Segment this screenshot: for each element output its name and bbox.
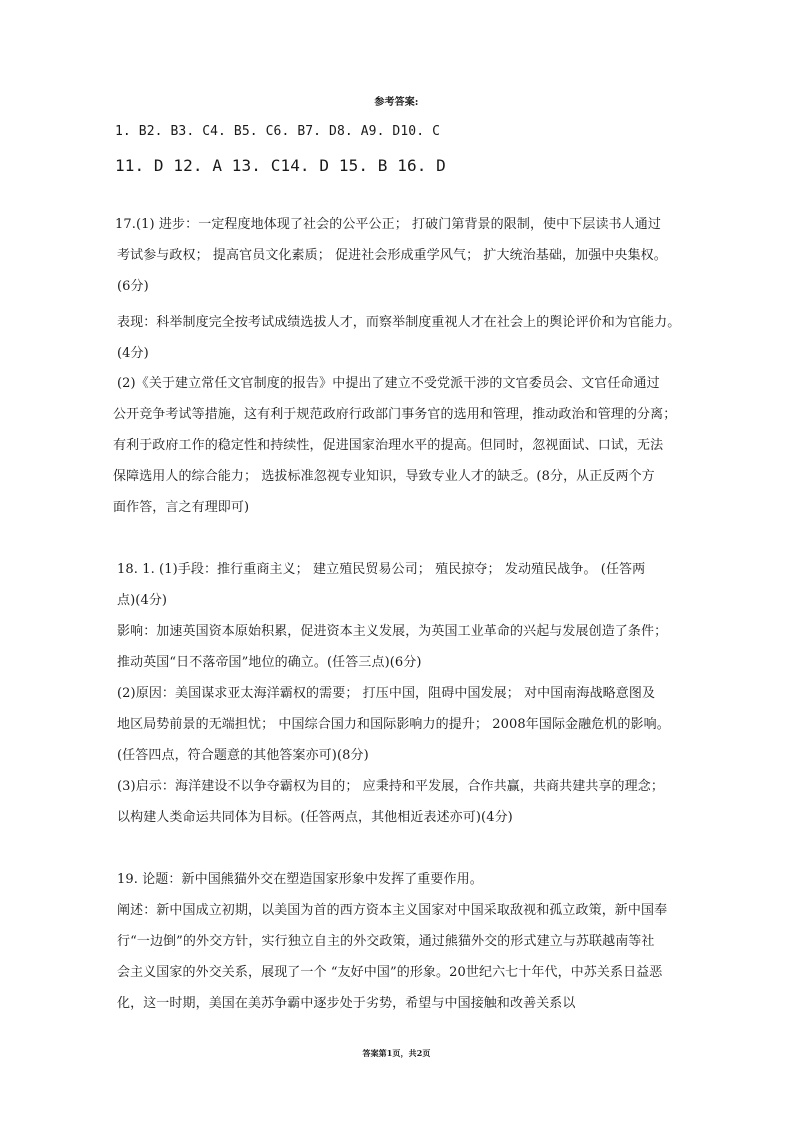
q17-line-8: 有利于政府工作的稳定性和持续性，促进国家治理水平的提高。但同时，忽视面试、口试，无法: [113, 438, 664, 453]
page-footer: 答案第1页，共2页: [362, 1048, 431, 1058]
q18-line-9: 以构建人类命运共同体为目标。(任答两点，其他相近表述亦可)(4分): [117, 810, 513, 825]
q19-line-4: 会主义国家的外交关系，展现了一个 “友好中国”的形象。20世纪六七十年代，中苏关系日益恶: [117, 965, 663, 980]
mc-answers-row-2: 11. D 12. A 13. C14. D 15. B 16. D: [115, 156, 446, 175]
q17-line-10: 面作答，言之有理即可): [113, 500, 250, 515]
page-title: 参考答案:: [374, 97, 419, 108]
q18-line-8: (3)启示：海洋建设不以争夺霸权为目的； 应秉持和平发展，合作共赢，共商共建共享的理念；: [117, 779, 664, 794]
q18-line-4: 推动英国“日不落帝国”地位的确立。(任答三点)(6分): [117, 655, 422, 670]
q17-line-2: 考试参与政权； 提高官员文化素质； 促进社会形成重学风气； 扩大统治基础，加强中央集权。: [117, 248, 667, 263]
q19-line-2: 阐述：新中国成立初期，以美国为首的西方资本主义国家对中国采取敌视和孤立政策，新中国奉: [117, 903, 668, 918]
mc-answers-row-1: 1. B2. B3. C4. B5. C6. B7. D8. A9. D10. C: [115, 124, 440, 139]
q18-line-1: 18. 1. (1)手段：推行重商主义； 建立殖民贸易公司； 殖民掠夺； 发动殖民战争。 (任答两: [117, 562, 646, 577]
q17-line-9: 保障选用人的综合能力； 选拔标准忽视专业知识，导致专业人才的缺乏。(8分，从正反两个方: [113, 469, 655, 484]
q18-line-7: (任答四点，符合题意的其他答案亦可)(8分): [117, 748, 369, 763]
q17-line-3: (6分): [117, 279, 149, 294]
q19-line-3: 行“一边倒”的外交方针，实行独立自主的外交政策，通过熊猫外交的形式建立与苏联越南等社: [117, 934, 655, 949]
q18-line-2: 点)(4分): [117, 593, 168, 608]
q19-line-1: 19. 论题：新中国熊猫外交在塑造国家形象中发挥了重要作用。: [117, 872, 483, 887]
q18-line-6: 地区局势前景的无端担忧； 中国综合国力和国际影响力的提升； 2008年国际金融危机的影响。: [117, 717, 670, 732]
q19-line-5: 化，这一时期，美国在美苏争霸中逐步处于劣势，希望与中国接触和改善关系以: [117, 996, 576, 1011]
q18-line-3: 影响：加速英国资本原始积累，促进资本主义发展，为英国工业革命的兴起与发展创造了条件；: [117, 624, 668, 639]
q17-line-6: (2)《关于建立常任文官制度的报告》中提出了建立不受党派干涉的文官委员会、文官任命通过: [117, 376, 660, 391]
q17-line-4: 表现：科举制度完全按考试成绩选拔人才，而察举制度重视人才在社会上的舆论评价和为官能力。: [117, 315, 681, 330]
q18-line-5: (2)原因：美国谋求亚太海洋霸权的需要； 打压中国，阻碍中国发展； 对中国南海战略意图及: [117, 686, 656, 701]
q17-line-5: (4分): [117, 346, 149, 361]
q17-line-7: 公开竞争考试等措施，这有利于规范政府行政部门事务官的选用和管理，推动政治和管理的分离；: [113, 407, 677, 422]
q17-line-1: 17.(1) 进步：一定程度地体现了社会的公平公正； 打破门第背景的限制，使中下层读书人通过: [115, 217, 661, 232]
